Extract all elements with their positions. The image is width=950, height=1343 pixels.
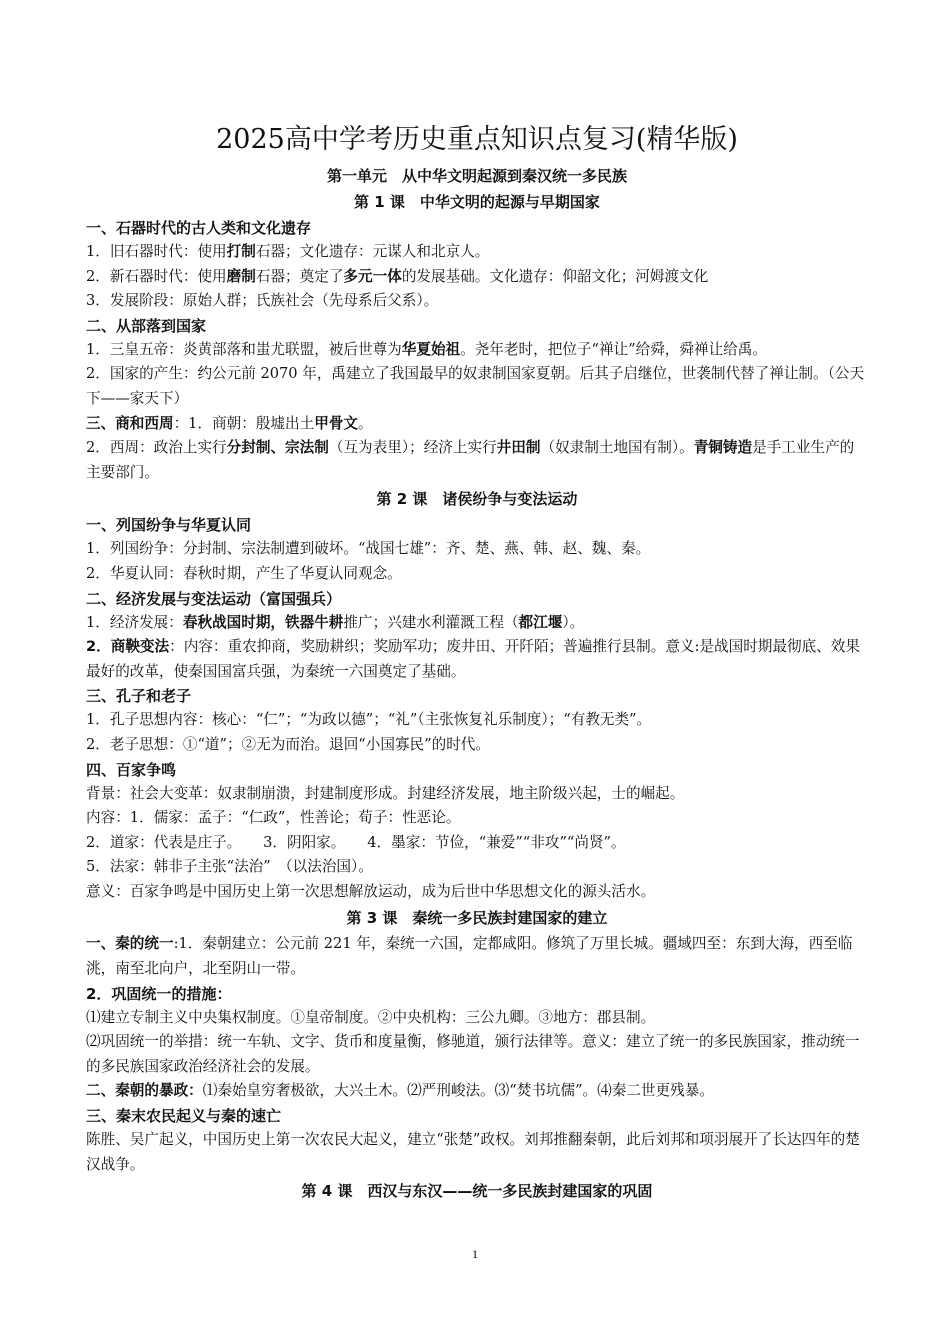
bold-text: 甲骨文 [314, 414, 359, 432]
bold-text: 春秋战国时期，铁器牛耕 [182, 613, 344, 631]
paragraph: 3．发展阶段：原始人群；氏族社会（先母系后父系）。 [86, 292, 439, 310]
unit-heading: 第一单元 从中华文明起源到秦汉统一多民族 [326, 167, 627, 185]
text: ⑴秦始皇穷奢极欲，大兴土木。⑵严刑峻法。⑶“焚书坑儒”。⑷秦二世更残暴。 [202, 1082, 714, 1100]
text: 。尧年老时，把位子“禅让”给舜，舜禅让给禹。 [460, 340, 767, 358]
section-heading: 一、列国纷争与华夏认同 [86, 516, 252, 535]
section-heading: 三、商和西周 [86, 414, 174, 432]
paragraph: 2．道家：代表是庄子。 3．阴阳家。 4．墨家：节俭，“兼爱”“非攻”“尚贤”。 [86, 833, 626, 851]
paragraph [86, 1079, 868, 1104]
document-title: 2025高中学考历史重点知识点复习(精华版) [216, 124, 738, 155]
lesson-2-heading: 第 2 课 诸侯纷争与变法运动 [376, 490, 578, 509]
paragraph: ⑴建立专制主义中央集权制度。①皇帝制度。②中央机构：三公九卿。③地方：郡县制。 [86, 1008, 656, 1026]
bold-text: 、 [270, 439, 286, 457]
paragraph: 背景：社会大变革：奴隶制崩溃，封建制度形成。封建经济发展，地主阶级兴起，士的崛起。 [86, 784, 685, 802]
paragraph [86, 635, 868, 684]
bold-text: 都江堰 [518, 613, 563, 631]
section-heading: 三、秦末农民起义与秦的速亡 [86, 1107, 282, 1126]
paragraph [86, 412, 868, 437]
paragraph: 内容：1．儒家：孟子：“仁政”，性善论；荀子：性恶论。 [86, 809, 461, 827]
bold-text: 磨制 [226, 267, 256, 285]
bold-text: 打制 [226, 243, 256, 260]
bold-text: 分封制 [226, 439, 271, 457]
section-heading: 二、秦朝的暴政： [86, 1082, 203, 1100]
bold-text: 宗法制 [285, 439, 329, 457]
text: 1．三皇五帝：炎黄部落和蚩尤联盟，被后世尊为 [86, 340, 402, 358]
page-number: 1 [472, 1247, 478, 1261]
section-heading: 四、百家争鸣 [86, 760, 177, 779]
paragraph [86, 265, 868, 290]
lesson-3-heading: 第 3 课 秦统一多民族封建国家的建立 [346, 909, 608, 928]
section-heading: 一、秦的统一 [86, 935, 174, 953]
text: :1．秦朝建立：公元前 221 年，秦统一六国，定都咸阳。修筑了万里长城。疆域四至：东到大海，西至临洮，南至北向户，北至阴山一带。 [86, 935, 853, 978]
bold-text: 2．商鞅变法 [86, 638, 170, 656]
text: 1．经济发展： [86, 613, 183, 631]
lesson-1-heading: 第 1 课 中华文明的起源与早期国家 [354, 193, 600, 211]
paragraph [86, 240, 868, 265]
text: ：1．商朝：殷墟出土 [173, 414, 315, 432]
section-heading: 二、经济发展与变法运动（富国强兵） [86, 589, 342, 608]
paragraph: 1．孔子思想内容：核心：“仁”；“为政以德”；“礼”（主张恢复礼乐制度）；“有教无类”。 [86, 711, 652, 729]
paragraph [86, 338, 868, 363]
paragraph: 2．国家的产生：约公元前 2070 年，禹建立了我国最早的奴隶制国家夏朝。后其子启继位，世袭制代替了禅让制。（公天下——家天下） [86, 365, 865, 407]
text: ）。 [562, 613, 585, 631]
paragraph: ⑵巩固统一的举措：统一车轨、文字、货币和度量衡，修驰道，颁行法律等。意义：建立了统一的多民族国家，推动统一的多民族国家政治经济社会的发展。 [86, 1033, 860, 1075]
text: 推广；兴建水利灌溉工程（ [343, 613, 519, 631]
bold-text: 井田制 [496, 439, 541, 457]
section-heading: 2．巩固统一的措施： [86, 984, 232, 1003]
paragraph: 意义：百家争鸣是中国历史上第一次思想解放运动，成为后世中华思想文化的源头活水。 [86, 882, 656, 900]
paragraph: 1．列国纷争：分封制、宗法制遭到破坏。“战国七雄”：齐、楚、燕、韩、赵、魏、秦。 [86, 540, 651, 558]
bold-text: 华夏始祖 [401, 340, 461, 358]
paragraph [86, 932, 868, 981]
text: （互为表里）；经济上实行 [328, 439, 497, 457]
text: 石器；文化遗存：元谋人和北京人。 [255, 243, 490, 260]
text: 2．新石器时代：使用 [86, 267, 227, 285]
paragraph: 5．法家：韩非子主张“法治” （以法治国）。 [86, 858, 373, 876]
paragraph: 2．老子思想：①“道”；②无为而治。退回“小国寡民”的时代。 [86, 735, 490, 753]
text: 是手工业生产的主要部门。 [86, 439, 855, 481]
section-heading: 二、从部落到国家 [86, 316, 207, 335]
text: 2．西周：政治上实行 [86, 439, 227, 457]
text: 。 [358, 414, 373, 432]
text: 石器；奠定了 [255, 267, 344, 285]
section-heading: 一、石器时代的古人类和文化遗存 [86, 219, 312, 237]
section-heading: 三、孔子和老子 [86, 687, 192, 706]
paragraph: 2．华夏认同：春秋时期，产生了华夏认同观念。 [86, 564, 402, 582]
text: （奴隶制土地国有制）。 [540, 439, 694, 457]
bold-text: 多元一体 [343, 267, 402, 285]
lesson-4-heading: 第 4 课 西汉与东汉——统一多民族封建国家的巩固 [301, 1182, 653, 1201]
text: 的发展基础。文化遗存：仰韶文化；河姆渡文化 [401, 267, 709, 285]
paragraph: 陈胜、吴广起义，中国历史上第一次农民大起义，建立“张楚”政权。刘邦推翻秦朝，此后刘邦和项羽展开了长达四年的楚汉战争。 [86, 1131, 860, 1173]
text: ：内容：重农抑商，奖励耕织；奖励军功；废井田、开阡陌；普遍推行县制。意义:是战国时期最彻底、效果最好的改革，使秦国国富兵强，为秦统一六国奠定了基础。 [86, 638, 860, 680]
paragraph [86, 436, 868, 485]
bold-text: 青铜铸造 [693, 439, 753, 457]
paragraph [86, 611, 868, 636]
text: 1．旧石器时代：使用 [86, 243, 227, 260]
